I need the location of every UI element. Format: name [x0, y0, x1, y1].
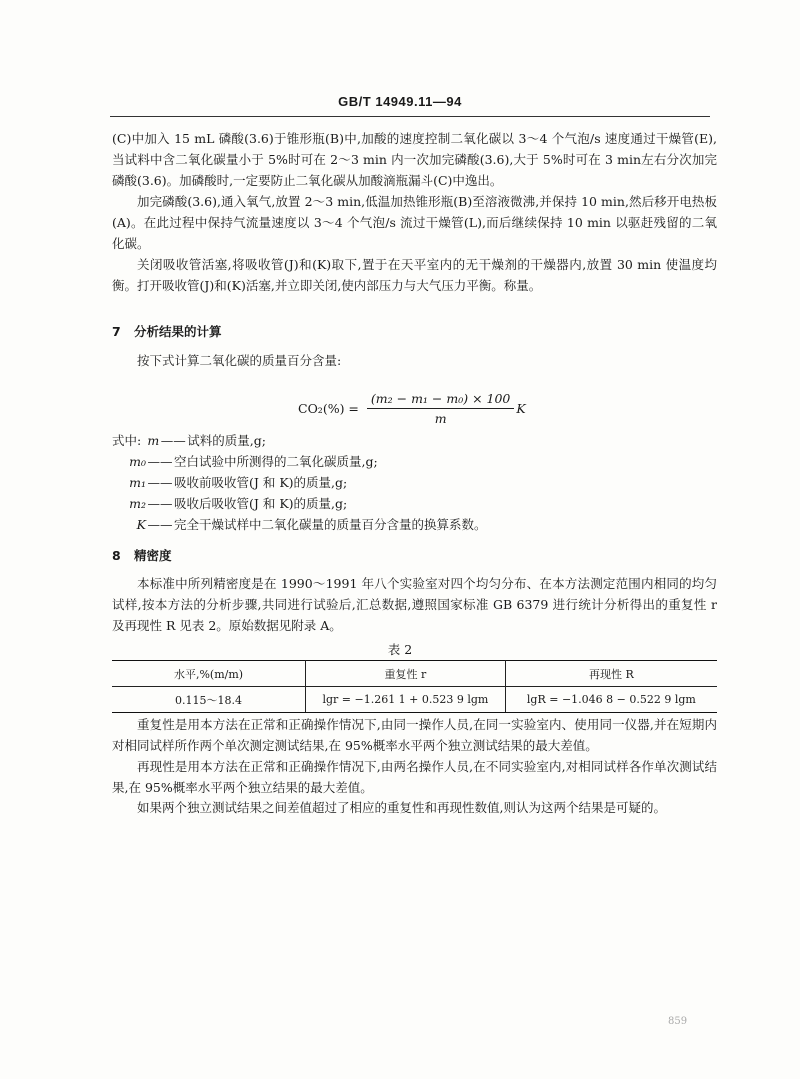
table-header-repeatability: 重复性 r — [306, 661, 506, 687]
where-symbol: K — [136, 517, 146, 532]
where-desc: 试料的质量,g; — [187, 433, 266, 448]
where-list — [112, 430, 487, 535]
where-row: K —— 完全干燥试样中二氧化碳量的质量百分含量的换算系数。 — [112, 514, 487, 535]
where-row: m₁ —— 吸收前吸收管(J 和 K)的质量,g; — [112, 472, 487, 493]
formula-lhs: CO₂(%) = — [298, 401, 359, 416]
section-8-heading — [112, 546, 172, 564]
table-header-reproducibility: 再现性 R — [505, 661, 717, 687]
where-row: m₂ —— 吸收后吸收管(J 和 K)的质量,g; — [112, 493, 487, 514]
table-cell-repeatability: lgr = −1.261 1 + 0.523 9 lgm — [306, 687, 506, 713]
repeatability-paragraph: 重复性是用本方法在正常和正确操作情况下,由同一操作人员,在同一实验室内、使用同一仪器,并在短期内对相同试样所作两个单次测定测试结果,在 95%概率水平两个独立测试结果的最大差值。 — [112, 717, 717, 753]
table-header-level: 水平,%(m/m) — [112, 661, 306, 687]
where-symbol: m₀ — [129, 454, 146, 469]
suspect-paragraph: 如果两个独立测试结果之间差值超过了相应的重复性和再现性数值,则认为这两个结果是可疑的。 — [137, 800, 666, 815]
paragraph-heating: 加完磷酸(3.6),通入氧气,放置 2～3 min,低温加热锥形瓶(B)至溶液微沸,并保持 10 min,然后移开电热板(A)。在此过程中保持气流量速度以 3～4 个气泡/s 流过干燥管(L),而后继续保持 10 min 以驱赶残留的二氧化碳。 — [112, 194, 717, 251]
section-7-title: 分析结果的计算 — [134, 324, 222, 339]
co2-formula — [298, 391, 526, 426]
formula-denominator: m — [434, 411, 447, 426]
paragraph-phosphoric-addition: (C)中加入 15 mL 磷酸(3.6)于锥形瓶(B)中,加酸的速度控制二氧化碳以 3～4 个气泡/s 速度通过干燥管(E),当试料中含二氧化碳量小于 5%时可在 2～3 min 内一次加完磷酸(3.6),大于 5%时可在 3 min左右分次加完磷酸(3.6)。加磷酸时,一定要防止二氧化碳从加酸滴瓶漏斗(C)中逸出。 — [112, 131, 717, 188]
where-desc: 空白试验中所测得的二氧化碳质量,g; — [174, 454, 378, 469]
section-7-heading — [112, 322, 222, 340]
standard-header: GB/T 14949.11—94 — [338, 94, 462, 109]
where-row: m₀ —— 空白试验中所测得的二氧化碳质量,g; — [112, 451, 487, 472]
calc-intro: 按下式计算二氧化碳的质量百分含量: — [137, 353, 342, 368]
paragraph-weighing: 关闭吸收管活塞,将吸收管(J)和(K)取下,置于在天平室内的无干燥剂的干燥器内,放置 30 min 使温度均衡。打开吸收管(J)和(K)活塞,并立即关闭,使内部压力与大气压力平衡。称量。 — [112, 257, 717, 293]
where-symbol: m₂ — [129, 496, 146, 511]
table-row — [112, 687, 717, 713]
section-7-number: 7 — [112, 324, 121, 339]
page-number: 859 — [668, 1016, 688, 1027]
reproducibility-paragraph: 再现性是用本方法在正常和正确操作情况下,由两名操作人员,在不同实验室内,对相同试样各作单次测试结果,在 95%概率水平两个独立结果的最大差值。 — [112, 759, 717, 795]
where-desc: 吸收前吸收管(J 和 K)的质量,g; — [174, 475, 348, 490]
where-desc: 完全干燥试样中二氧化碳量的质量百分含量的换算系数。 — [174, 517, 487, 532]
where-label: 式中: — [112, 433, 142, 448]
where-desc: 吸收后吸收管(J 和 K)的质量,g; — [174, 496, 348, 511]
formula-numerator: (m₂ − m₁ − m₀) × 100 — [367, 391, 514, 409]
where-row: 式中: m —— 试料的质量,g; — [112, 430, 487, 451]
section-8-number: 8 — [112, 548, 121, 563]
where-symbol: m₁ — [129, 475, 146, 490]
section-8-title: 精密度 — [134, 548, 172, 563]
formula-fraction — [367, 391, 514, 426]
precision-paragraph: 本标准中所列精密度是在 1990～1991 年八个实验室对四个均匀分布、在本方法测定范围内相同的均匀试样,按本方法的分析步骤,共同进行试验后,汇总数据,遵照国家标准 GB 6379 进行统计分析得出的重复性 r 及再现性 R 见表 2。原始数据见附录 A。 — [112, 576, 717, 633]
table-cell-level: 0.115～18.4 — [112, 687, 306, 713]
header-rule — [110, 116, 710, 117]
table-cell-reproducibility: lgR = −1.046 8 − 0.522 9 lgm — [505, 687, 717, 713]
precision-table — [112, 660, 717, 713]
table-header-row — [112, 661, 717, 687]
table-caption: 表 2 — [387, 642, 413, 657]
where-symbol: m — [147, 433, 160, 448]
formula-factor: K — [516, 401, 526, 416]
